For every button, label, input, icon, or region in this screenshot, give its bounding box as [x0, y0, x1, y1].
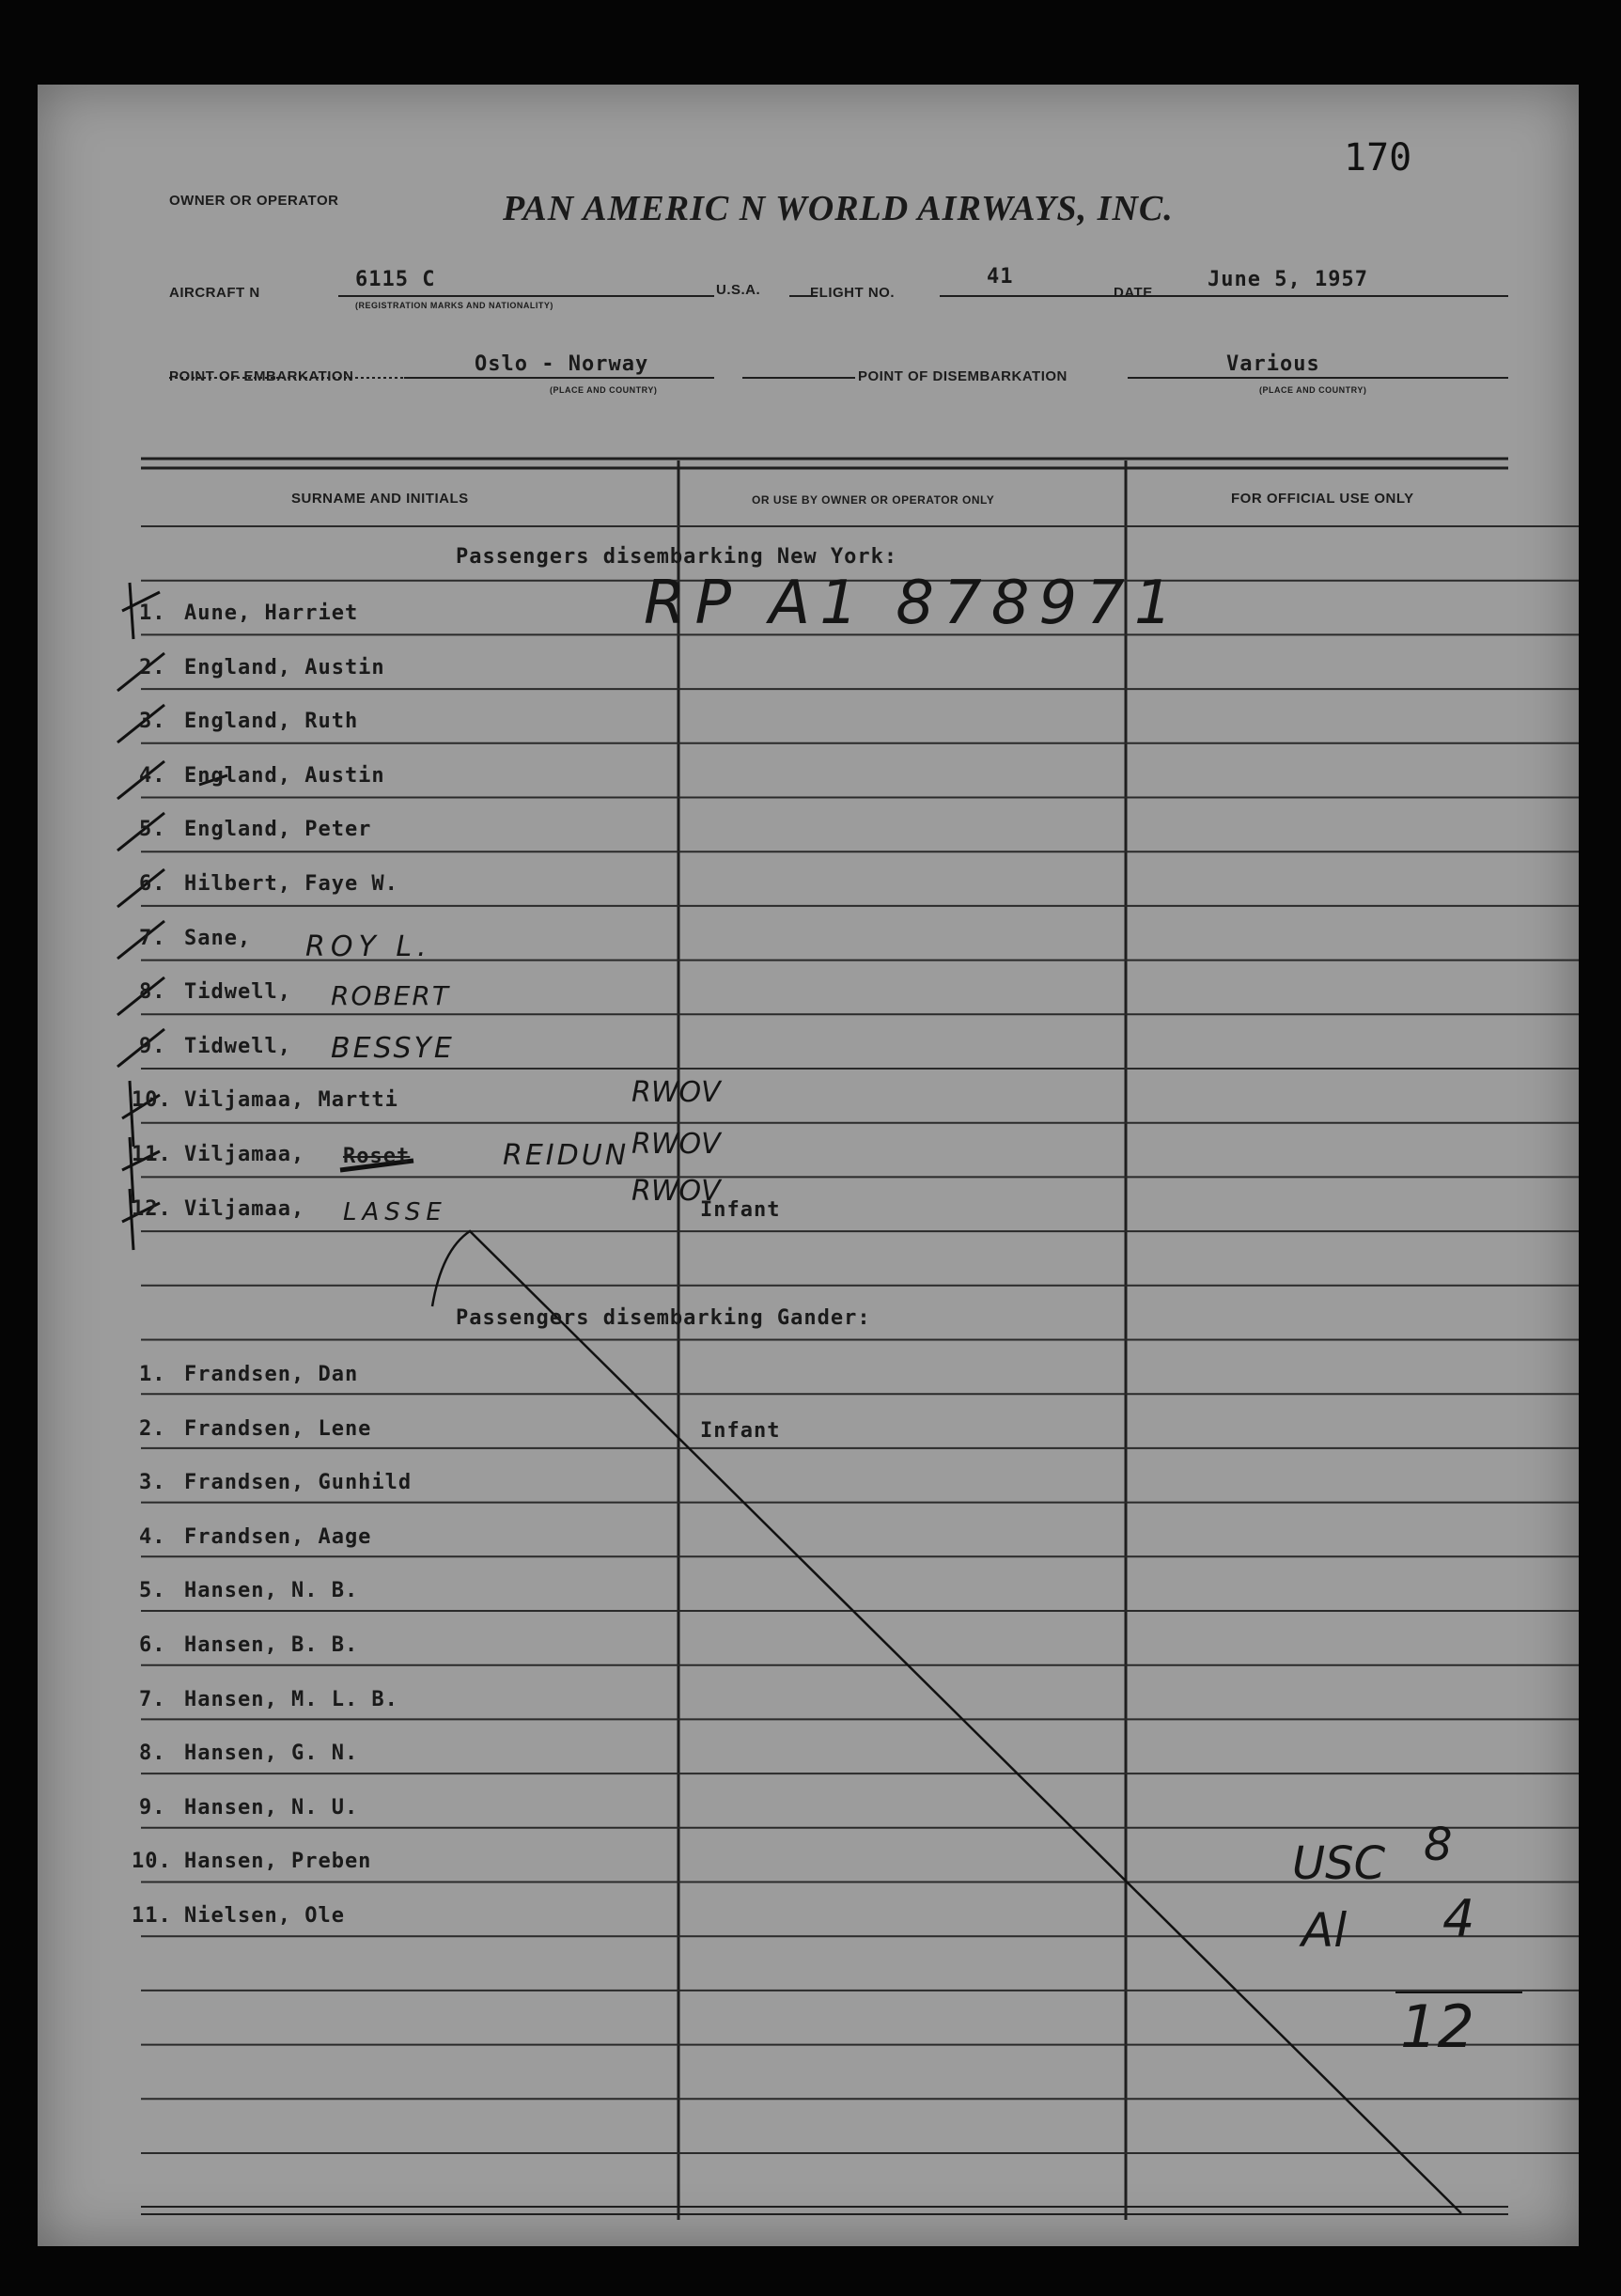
- passenger-name: Hansen, M. L. B.: [184, 1687, 398, 1711]
- gander-section-heading: Passengers disembarking Gander:: [456, 1306, 871, 1330]
- handwritten-name-tidwell1: ROBERT: [331, 980, 450, 1011]
- owner-label: OWNER OR OPERATOR: [169, 193, 339, 209]
- passenger-number: 11.: [132, 1904, 172, 1928]
- disembark-value: Various: [1226, 352, 1320, 376]
- tally-al-value: 4: [1442, 1889, 1475, 1948]
- passenger-number: 4.: [139, 763, 166, 788]
- flight-label: FLIGHT NO.: [810, 285, 895, 301]
- embark-caption: (PLACE AND COUNTRY): [550, 385, 658, 395]
- passenger-number: 1.: [139, 601, 166, 625]
- handwritten-name-sane: ROY L.: [305, 930, 432, 963]
- passenger-number: 11.: [132, 1143, 172, 1166]
- passenger-name: Tidwell,: [184, 980, 291, 1005]
- handwritten-initials-3: RWOV: [631, 1175, 721, 1208]
- passenger-number: 3.: [139, 1471, 166, 1495]
- infant-note-frandsen: Infant: [700, 1419, 781, 1443]
- aircraft-caption: (REGISTRATION MARKS AND NATIONALITY): [355, 301, 553, 310]
- owner-value: PAN AMERIC N WORLD AIRWAYS, INC.: [503, 189, 1174, 228]
- embark-label: POINT OF EMBARKATION: [169, 368, 354, 384]
- tally-al-label: Al: [1301, 1903, 1348, 1958]
- passenger-number: 8.: [139, 980, 166, 1005]
- handwritten-initials-2: RWOV: [631, 1128, 721, 1161]
- passenger-number: 8.: [139, 1742, 166, 1766]
- column-header-surname: SURNAME AND INITIALS: [291, 491, 469, 507]
- passenger-number: 5.: [139, 1579, 166, 1603]
- passenger-number: 2.: [139, 1416, 166, 1441]
- passenger-name: Hansen, N. B.: [184, 1579, 359, 1603]
- passenger-number: 6.: [139, 872, 166, 896]
- passenger-name: England, Peter: [184, 818, 372, 842]
- infant-note-viljamaa: Infant: [700, 1198, 781, 1222]
- column-header-operator: OR USE BY OWNER OR OPERATOR ONLY: [752, 493, 995, 507]
- diagonal-strike: [432, 1231, 1461, 2213]
- passenger-number: 5.: [139, 818, 166, 842]
- check-marks: [117, 583, 1522, 1992]
- passenger-number: 9.: [139, 1795, 166, 1820]
- handwritten-name-viljamaa2: REIDUN: [503, 1139, 630, 1172]
- passenger-name: England, Ruth: [184, 710, 359, 734]
- passenger-name: Hilbert, Faye W.: [184, 872, 398, 896]
- passenger-number: 10.: [132, 1088, 172, 1113]
- passenger-number: 7.: [139, 1687, 166, 1711]
- disembark-label: POINT OF DISEMBARKATION: [858, 368, 1068, 384]
- passenger-number: 9.: [139, 1034, 166, 1058]
- usa-label: U.S.A.: [716, 282, 761, 298]
- tally-usc-value: 8: [1424, 1819, 1453, 1871]
- passenger-number: 7.: [139, 926, 166, 950]
- handwritten-name-viljamaa3: LASSE: [343, 1198, 447, 1226]
- embark-value: Oslo - Norway: [475, 352, 649, 376]
- passenger-name: England, Austin: [184, 763, 385, 788]
- passenger-name: Hansen, B. B.: [184, 1633, 359, 1657]
- passenger-name: Hansen, G. N.: [184, 1742, 359, 1766]
- passenger-name: Hansen, Preben: [184, 1850, 372, 1874]
- passenger-number: 2.: [139, 655, 166, 679]
- column-header-official: FOR OFFICIAL USE ONLY: [1231, 491, 1414, 507]
- passenger-number: 4.: [139, 1524, 166, 1549]
- passenger-name: Nielsen, Ole: [184, 1904, 345, 1928]
- disembark-caption: (PLACE AND COUNTRY): [1259, 385, 1367, 395]
- date-value: June 5, 1957: [1208, 268, 1368, 291]
- passenger-name: Tidwell,: [184, 1034, 291, 1058]
- passenger-name: Frandsen, Dan: [184, 1363, 359, 1386]
- handwritten-initials-1: RWOV: [631, 1076, 721, 1109]
- aircraft-label: AIRCRAFT N: [169, 285, 260, 301]
- ny-section-heading: Passengers disembarking New York:: [456, 545, 898, 569]
- date-label: DATE: [1114, 285, 1153, 301]
- passenger-name: Viljamaa,: [184, 1196, 305, 1221]
- passenger-name: Viljamaa, Martti: [184, 1088, 398, 1113]
- passenger-number: 1.: [139, 1363, 166, 1386]
- handwritten-reference-number: RP A1 878971: [644, 569, 1182, 638]
- passenger-number: 3.: [139, 710, 166, 734]
- page-number: 170: [1344, 136, 1412, 180]
- passenger-name: Frandsen, Gunhild: [184, 1471, 413, 1495]
- passenger-name: Viljamaa,: [184, 1143, 305, 1166]
- passenger-name: Aune, Harriet: [184, 601, 359, 625]
- passenger-number: 6.: [139, 1633, 166, 1657]
- handwritten-name-tidwell2: BESSYE: [331, 1032, 455, 1065]
- passenger-name: Frandsen, Lene: [184, 1416, 372, 1441]
- tally-usc-label: USC: [1292, 1837, 1386, 1890]
- passenger-name: England, Austin: [184, 655, 385, 679]
- passenger-number: 12.: [132, 1196, 172, 1221]
- passenger-name: Frandsen, Aage: [184, 1524, 372, 1549]
- flight-value: 41: [987, 265, 1014, 289]
- aircraft-value: 6115 C: [355, 268, 436, 291]
- passenger-number: 10.: [132, 1850, 172, 1874]
- passenger-name: Sane,: [184, 926, 252, 950]
- passenger-name: Hansen, N. U.: [184, 1795, 359, 1820]
- struck-name-viljamaa2: Roset: [343, 1145, 411, 1168]
- tally-total: 12: [1400, 1992, 1474, 2061]
